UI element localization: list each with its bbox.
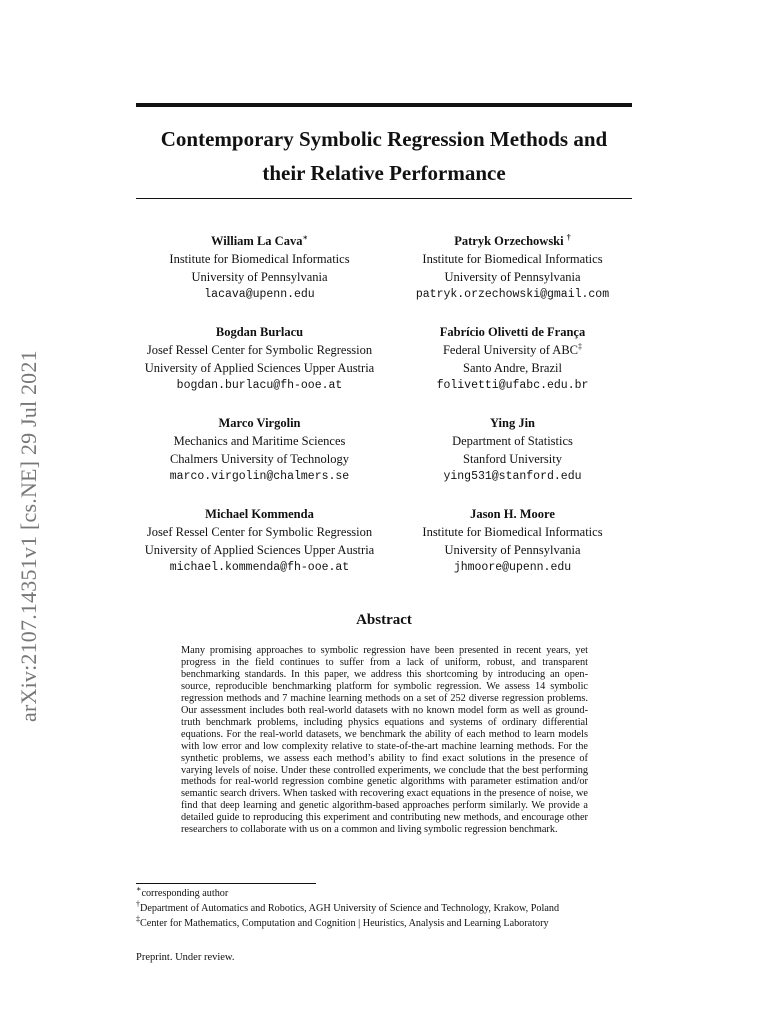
author-card bbox=[136, 414, 383, 505]
author-email: folivetti@ufabc.edu.br bbox=[436, 379, 589, 392]
author-row-3 bbox=[136, 414, 632, 505]
author-affiliation: University of Pennsylvania bbox=[191, 270, 328, 284]
author-affiliation: Josef Ressel Center for Symbolic Regression bbox=[146, 525, 373, 539]
author-name: Patryk Orzechowski † bbox=[454, 232, 571, 248]
author-affiliation: Stanford University bbox=[463, 452, 562, 466]
author-name: William La Cava∗ bbox=[211, 232, 308, 248]
author-card bbox=[393, 232, 632, 323]
author-card bbox=[136, 323, 383, 414]
footnote: ∗corresponding author bbox=[136, 884, 229, 899]
arxiv-identifier: arXiv:2107.14351v1 [cs.NE] 29 Jul 2021 bbox=[16, 350, 41, 722]
author-card bbox=[136, 232, 383, 323]
author-row-1 bbox=[136, 232, 632, 323]
author-affiliation: Institute for Biomedical Informatics bbox=[169, 252, 350, 266]
abstract-heading: Abstract bbox=[356, 612, 412, 628]
author-affiliation: University of Pennsylvania bbox=[444, 543, 581, 557]
title-top-rule bbox=[136, 103, 632, 107]
author-email: lacava@upenn.edu bbox=[204, 288, 315, 301]
footnote-rule bbox=[136, 883, 316, 884]
author-affiliation: Department of Statistics bbox=[452, 434, 573, 448]
author-block bbox=[136, 232, 632, 596]
author-affiliation: Federal University of ABC‡ bbox=[442, 341, 583, 357]
author-affiliation: University of Applied Sciences Upper Austria bbox=[144, 361, 375, 375]
footnotes bbox=[136, 886, 656, 931]
author-email: bogdan.burlacu@fh-ooe.at bbox=[176, 379, 343, 392]
author-affiliation: University of Pennsylvania bbox=[444, 270, 581, 284]
author-email: jhmoore@upenn.edu bbox=[453, 561, 572, 574]
author-affiliation: Josef Ressel Center for Symbolic Regression bbox=[146, 343, 373, 357]
abstract-text: Many promising approaches to symbolic regression have been presented in recent years, yet progress in the field continues to suffer from a lack of uniform, robust, and transparent benchmarking standards. In this paper, we address this shortcoming by introducing an open-source, reproducible benchmarking platform for symbolic regression. We assess 14 symbolic regression methods and 7 machine learning methods on a set of 252 diverse regression problems. Our assessment includes both real-world datasets with no known model form as well as ground-truth benchmark problems, including physics equations and systems of ordinary differential equations. For the real-world datasets, we benchmark the ability of each method to learn models with low error and low complexity relative to state-of-the-art machine learning methods. For the synthetic problems, we assess each method’s ability to find exact solutions in the presence of varying levels of noise. Under these controlled experiments, we conclude that the best performing methods for real-world regression combine genetic algorithms with parameter estimation and/or semantic search drivers. When tasked with recovering exact equations in the presence of noise, we find that deep learning and genetic algorithm-based approaches perform similarly. We provide a detailed guide to reproducing this experiment and contributing new methods, and encourage other researchers to collaborate with us on a common and living symbolic regression benchmark. bbox=[181, 645, 588, 836]
author-row-4 bbox=[136, 505, 632, 596]
author-email: marco.virgolin@chalmers.se bbox=[169, 470, 350, 483]
author-affiliation: Chalmers University of Technology bbox=[169, 452, 350, 466]
title-line-1: Contemporary Symbolic Regression Methods and bbox=[160, 127, 608, 151]
author-affiliation: University of Applied Sciences Upper Austria bbox=[144, 543, 375, 557]
author-affiliation: Institute for Biomedical Informatics bbox=[422, 525, 603, 539]
author-name: Jason H. Moore bbox=[470, 507, 555, 521]
author-affiliation: Mechanics and Maritime Sciences bbox=[173, 434, 346, 448]
author-row-2 bbox=[136, 323, 632, 414]
footnote: †Department of Automatics and Robotics, AGH University of Science and Technology, Krakow, Poland bbox=[136, 899, 560, 914]
author-name: Michael Kommenda bbox=[205, 507, 314, 521]
author-name: Bogdan Burlacu bbox=[215, 325, 304, 339]
author-card bbox=[393, 505, 632, 596]
title-bottom-rule bbox=[136, 198, 632, 199]
author-card bbox=[393, 323, 632, 414]
author-card bbox=[136, 505, 383, 596]
paper-title bbox=[136, 122, 632, 190]
author-card bbox=[393, 414, 632, 505]
author-email: ying531@stanford.edu bbox=[443, 470, 582, 483]
author-name: Fabrício Olivetti de França bbox=[439, 325, 586, 339]
author-name: Ying Jin bbox=[489, 416, 536, 430]
author-affiliation: Santo Andre, Brazil bbox=[463, 361, 562, 375]
footnote: ‡Center for Mathematics, Computation and Cognition | Heuristics, Analysis and Learning Laboratory bbox=[136, 914, 549, 929]
author-name: Marco Virgolin bbox=[218, 416, 301, 430]
author-email: patryk.orzechowski@gmail.com bbox=[415, 288, 610, 301]
author-affiliation: Institute for Biomedical Informatics bbox=[422, 252, 603, 266]
author-email: michael.kommenda@fh-ooe.at bbox=[169, 561, 350, 574]
preprint-note: Preprint. Under review. bbox=[136, 952, 235, 963]
title-line-2: their Relative Performance bbox=[262, 161, 506, 185]
